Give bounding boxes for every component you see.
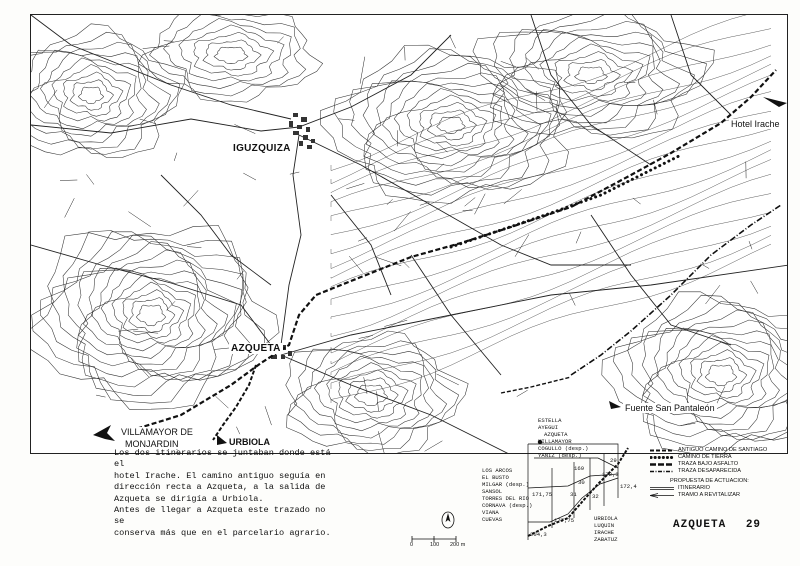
- inset-left-label: VIANA: [482, 509, 499, 516]
- inset-bottom-label: LUQUIN: [594, 522, 615, 529]
- inset-km-label: 172,4: [620, 483, 637, 490]
- inset-km-label: 30: [578, 479, 585, 486]
- town-label-azqueta: AZQUETA: [231, 343, 281, 354]
- description-line: Los dos itinerarios se juntaban donde está el: [114, 448, 331, 470]
- legend-item-traza-asfalto: [650, 461, 795, 468]
- arrow-villamayor-icon: [93, 425, 115, 441]
- place-label-hotel-irache: Hotel Irache: [731, 119, 780, 129]
- inset-top-label: COGULLO (desp.): [538, 445, 589, 452]
- arrow-hotel-irache-icon: [763, 97, 787, 107]
- legend-dashed-line-icon: [650, 448, 674, 453]
- place-label-urbiola: URBIOLA: [229, 437, 270, 447]
- map-legend: [650, 447, 795, 499]
- legend-item-camino-tierra: [650, 454, 795, 461]
- inset-km-label: 31: [570, 491, 577, 498]
- inset-left-label: TORRES DEL RIO: [482, 495, 529, 502]
- legend-label: ITINERARIO: [678, 485, 711, 491]
- page-title: [673, 519, 761, 531]
- inset-top-label: AYEGUI: [538, 424, 559, 431]
- inset-top-label: AZQUETA: [544, 431, 568, 438]
- camino-east-branch: [501, 377, 571, 393]
- place-label-fuente-san-pantaleon: Fuente San Pantaleón: [625, 403, 715, 413]
- legend-label: TRAZA DESAPARECIDA: [678, 468, 741, 474]
- inset-left-label: MILGAR (desp.): [482, 481, 529, 488]
- legend-label: CAMINO DE TIERRA: [678, 454, 732, 460]
- arrow-urbiola-icon: [217, 435, 227, 445]
- legend-item-tramo-revitalizar: [650, 492, 795, 499]
- legend-dash-dot-icon: [650, 469, 674, 474]
- village-iguzquiza-block: [289, 113, 315, 149]
- legend-item-antiguo-camino: [650, 447, 795, 454]
- inset-left-label: LOS ARCOS: [482, 467, 513, 474]
- description-line: Azqueta se dirigía a Urbiola.: [114, 493, 264, 504]
- page-title-text: AZQUETA: [673, 519, 727, 531]
- arrow-fuente-icon: [609, 401, 621, 409]
- inset-km-label: 32: [592, 493, 599, 500]
- inset-km-label: 204,3: [530, 531, 547, 538]
- contour-lines: [31, 15, 788, 454]
- route-profile-inset: [478, 418, 643, 546]
- legend-itinerary-icon: [650, 486, 674, 491]
- inset-left-label: CUEVAS: [482, 516, 503, 523]
- legend-thick-dash-icon: [650, 462, 674, 467]
- description-line: Antes de llegar a Azqueta este trazado no se: [114, 505, 326, 527]
- inset-bottom-label: ZABATUZ: [594, 536, 618, 543]
- scale-label-end: 200 m: [450, 542, 466, 548]
- inset-top-label: VILLAMAYOR: [538, 438, 572, 445]
- legend-revitalize-icon: [650, 493, 674, 498]
- legend-heading: PROPUESTA DE ACTUACION:: [670, 478, 749, 484]
- legend-item-itinerario: [650, 485, 795, 492]
- legend-item-traza-desaparecida: [650, 468, 795, 475]
- description-line: hotel Irache. El camino antiguo seguía en: [114, 470, 326, 481]
- scale-label-zero: 0: [410, 542, 414, 548]
- inset-left-label: CORNAVA (desp.): [482, 502, 533, 509]
- legend-proposal-heading: [650, 478, 795, 485]
- inset-km-label: 177,75: [554, 517, 575, 524]
- description-line: conserva más que en el parcelario agrario.: [114, 527, 331, 538]
- inset-left-label: EL BUSTO: [482, 474, 509, 481]
- inset-km-label: 169: [574, 465, 585, 472]
- inset-bottom-label: URBIOLA: [594, 515, 618, 522]
- legend-label: TRAZA BAJO ASFALTO: [678, 461, 739, 467]
- inset-km-label: 29: [610, 457, 617, 464]
- inset-top-label: ESTELLA: [538, 417, 562, 424]
- north-arrow-icon: [441, 510, 455, 530]
- place-label-villamayor: VILLAMAYOR DE: [121, 427, 193, 437]
- inset-bottom-label: IRACHE: [594, 529, 615, 536]
- scale-label-mid: 100: [430, 542, 440, 548]
- legend-label: TRAMO A REVITALIZAR: [678, 492, 741, 498]
- scale-bar: [408, 535, 468, 555]
- inset-km-label: 171,75: [532, 491, 553, 498]
- town-label-iguzquiza: IGUZQUIZA: [233, 143, 291, 154]
- route-description: [114, 448, 334, 539]
- place-label-monjardin: MONJARDIN: [125, 439, 179, 449]
- description-line: dirección recta a Azqueta, a la salida de: [114, 482, 326, 493]
- page-number: 29: [745, 519, 762, 531]
- camino-to-urbiola: [213, 365, 256, 440]
- topographic-map[interactable]: [30, 14, 788, 454]
- inset-km-label: 172,3: [602, 471, 619, 478]
- inset-left-label: SANSOL: [482, 488, 503, 495]
- inset-top-label: YANIZ (desp.): [538, 452, 582, 459]
- legend-dotted-line-icon: [650, 455, 674, 460]
- map-drawing: [31, 15, 788, 454]
- legend-label: ANTIGUO CAMINO DE SANTIAGO: [678, 447, 768, 453]
